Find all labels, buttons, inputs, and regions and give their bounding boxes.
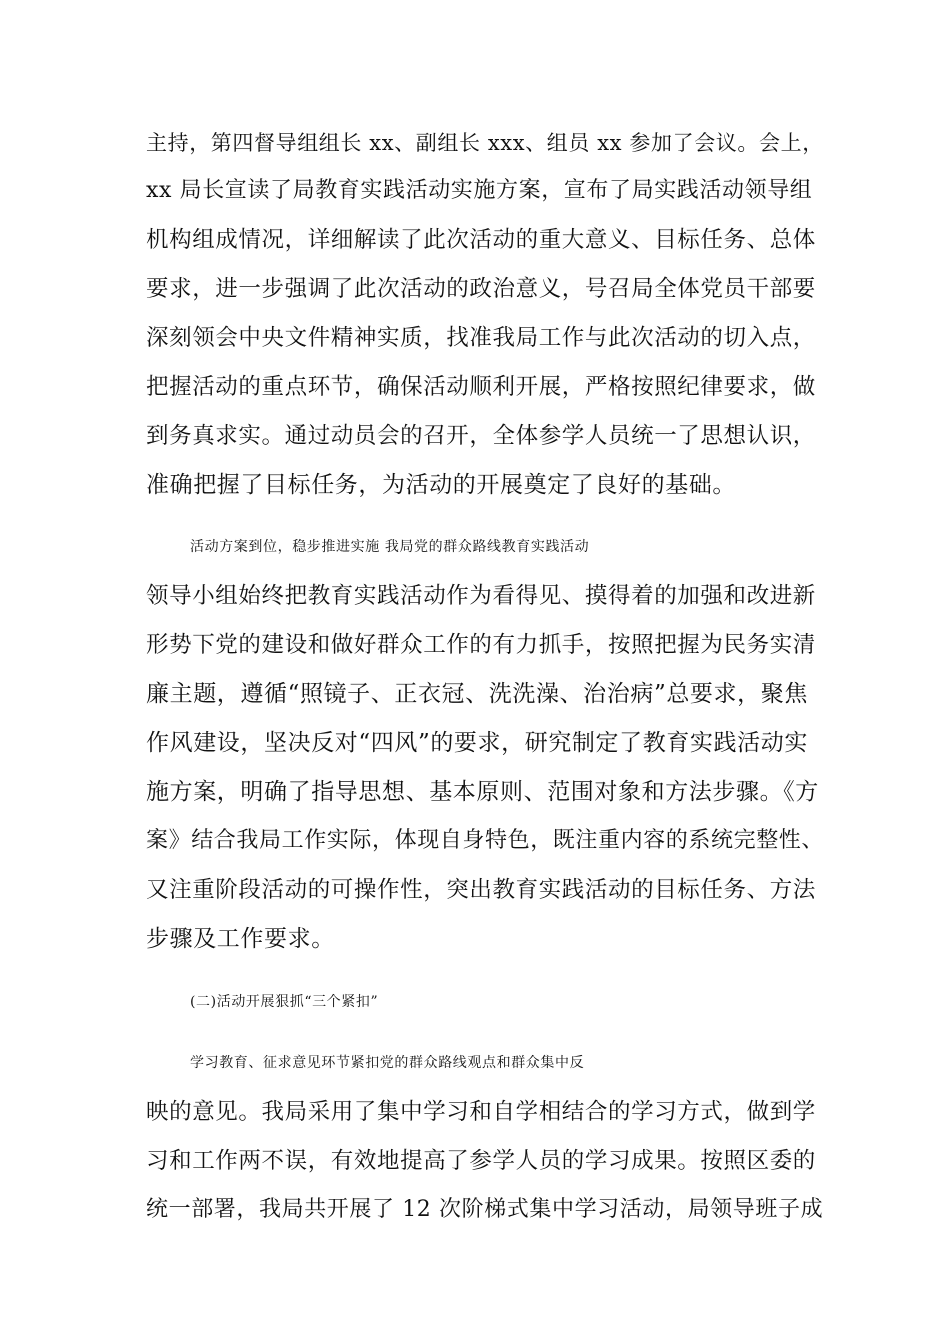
- text-line: 统一部署，我局共开展了 12 次阶梯式集中学习活动，局领导班子成: [146, 1197, 824, 1222]
- text-line: 廉主题，遵循“照镜子、正衣冠、洗洗澡、治治病”总要求，聚焦: [146, 681, 808, 707]
- text-line: 深刻领会中央文件精神实质，找准我局工作与此次活动的切入点，: [146, 325, 816, 351]
- section-heading: (二)活动开展狠抓“三个紧扣”: [190, 994, 379, 1010]
- text-line: 习和工作两不误，有效地提高了参学人员的学习成果。按照区委的: [146, 1148, 816, 1174]
- text-line: 机构组成情况，详细解读了此次活动的重大意义、目标任务、总体: [146, 227, 816, 253]
- text-line: 领导小组始终把教育实践活动作为看得见、摸得着的加强和改进新: [146, 583, 816, 609]
- text-line: 步骤及工作要求。: [146, 926, 335, 952]
- text-line: 案》结合我局工作实际，体现自身特色，既注重内容的系统完整性、: [146, 828, 825, 853]
- text-line: 要求，进一步强调了此次活动的政治意义，号召局全体党员干部要: [146, 276, 816, 302]
- text-line: 准确把握了目标任务，为活动的开展奠定了良好的基础。: [146, 472, 736, 498]
- paragraph-start-line: 活动方案到位，稳步推进实施 我局党的群众路线教育实践活动: [190, 539, 590, 555]
- text-line: 到务真求实。通过动员会的召开，全体参学人员统一了思想认识，: [146, 423, 816, 449]
- text-line: xx 局长宣读了局教育实践活动实施方案，宣布了局实践活动领导组: [146, 178, 813, 203]
- text-line: 作风建设，坚决反对“四风”的要求，研究制定了教育实践活动实: [146, 730, 808, 756]
- text-line: 形势下党的建设和做好群众工作的有力抓手，按照把握为民务实清: [146, 632, 816, 658]
- text-line: 又注重阶段活动的可操作性，突出教育实践活动的目标任务、方法: [146, 877, 816, 903]
- text-line: 施方案，明确了指导思想、基本原则、范围对象和方法步骤。《方: [146, 779, 819, 805]
- paragraph-start-line: 学习教育、征求意见环节紧扣党的群众路线观点和群众集中反: [190, 1055, 585, 1071]
- text-line: 主持，第四督导组组长 xx、副组长 xxx、组员 xx 参加了会议。会上，: [146, 131, 824, 155]
- text-line: 映的意见。我局采用了集中学习和自学相结合的学习方式，做到学: [146, 1099, 816, 1125]
- text-line: 把握活动的重点环节，确保活动顺利开展，严格按照纪律要求，做: [146, 374, 816, 400]
